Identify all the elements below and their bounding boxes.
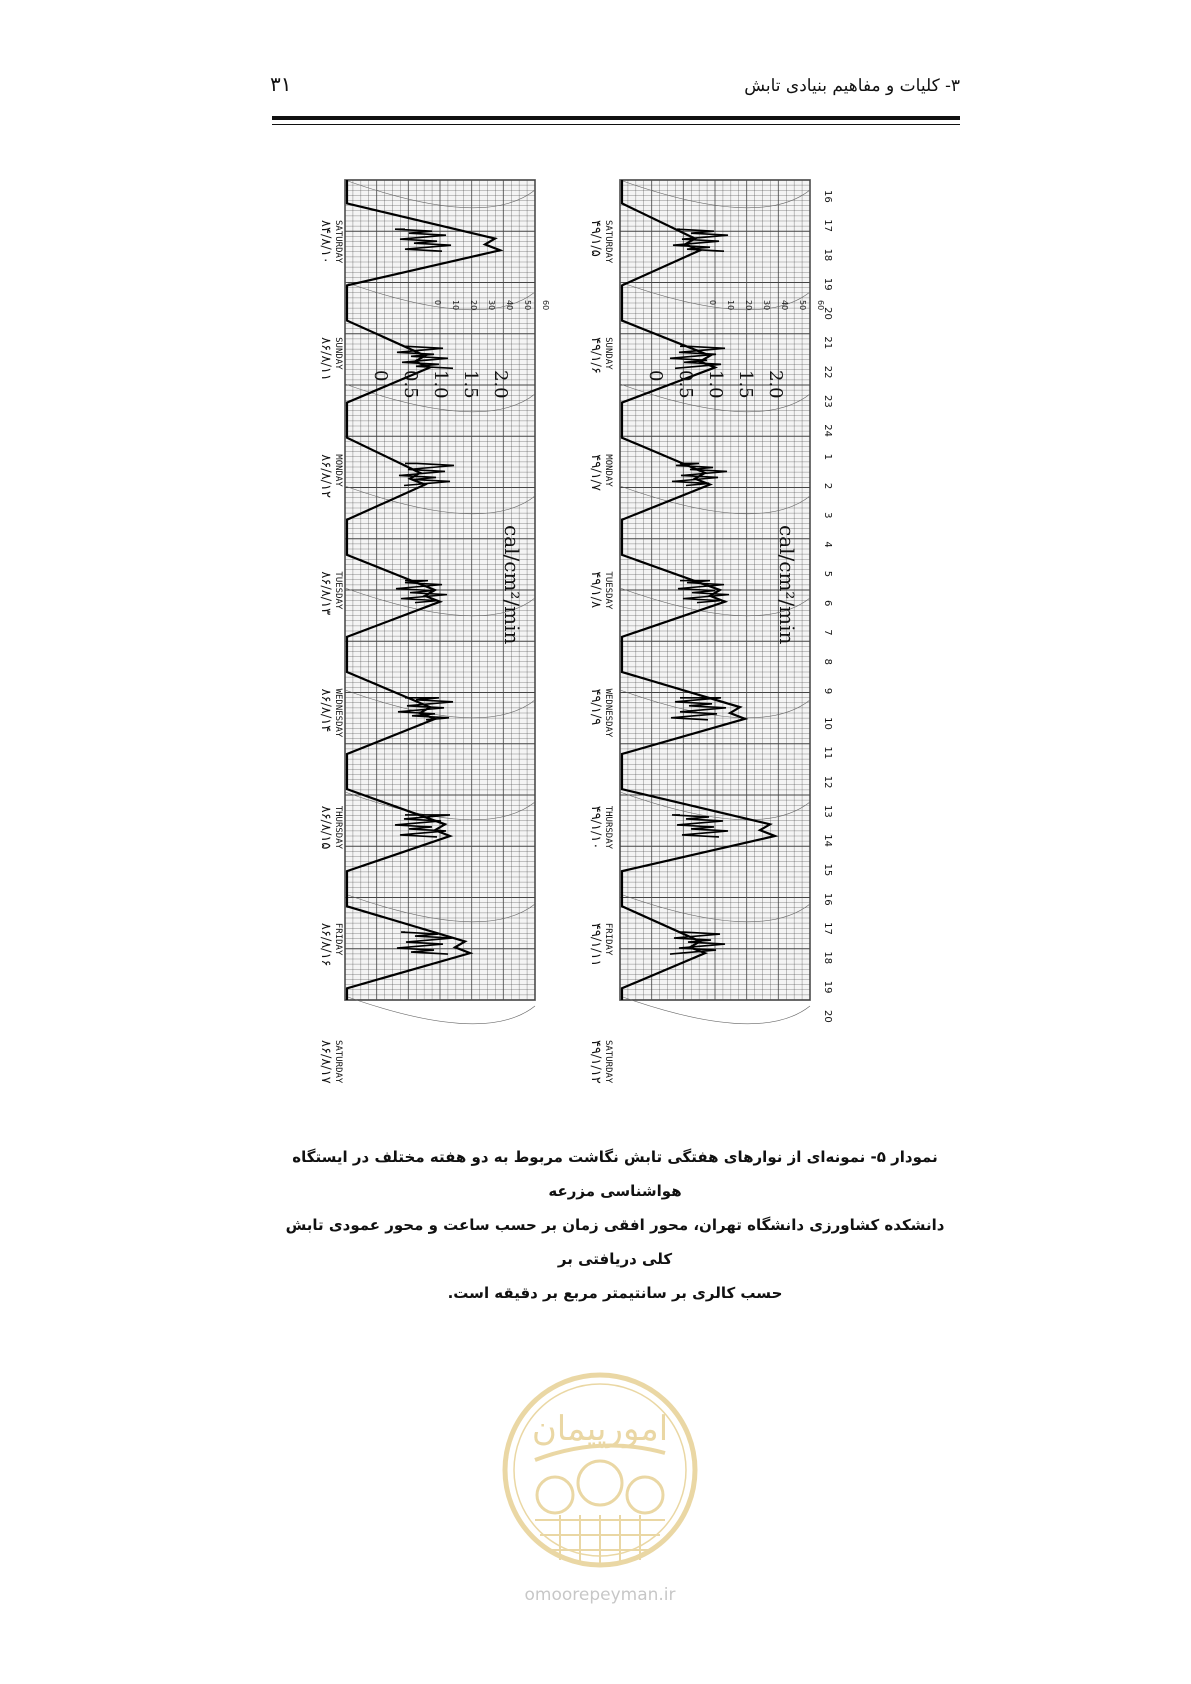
date-axis-tick: 18 — [822, 951, 833, 965]
date-axis-tick: 1 — [822, 453, 833, 460]
handwritten-label: cal/cm²/min — [500, 525, 524, 645]
date-axis-tick: 6 — [822, 600, 833, 607]
day-label: THURSDAY — [603, 805, 613, 850]
chapter-title: ۳- کلیات و مفاهیم بنیادی تابش — [744, 76, 960, 96]
figure-caption — [270, 1140, 960, 1310]
caption-line-3: حسب کالری بر سانتیمتر مربع بر دقیقه است. — [447, 1284, 783, 1302]
watermark-site-url: omoorepeyman.ir — [524, 1585, 676, 1605]
date-axis-tick: 18 — [822, 248, 833, 262]
header-rule-thin — [272, 124, 960, 125]
date-axis-tick: 2 — [822, 482, 833, 490]
radiation-chart-figure — [320, 180, 880, 1100]
date-label: ۴۹/۱/۵ — [588, 220, 603, 257]
scale-mark: 60 — [816, 300, 825, 311]
date-axis-tick: 22 — [822, 365, 833, 379]
date-axis-tick: 20 — [822, 1010, 833, 1023]
date-axis-tick: 24 — [822, 424, 833, 438]
scale-mark: 20 — [744, 300, 753, 311]
date-axis-tick: 20 — [822, 307, 833, 320]
date-label: ۸۴/۸/۱۰ — [318, 220, 333, 264]
date-axis-tick: 17 — [822, 922, 833, 935]
handwritten-label: 2.0 — [490, 370, 511, 399]
day-label: TUESDAY — [333, 571, 343, 610]
day-label: SUNDAY — [333, 337, 343, 370]
date-axis-tick: 21 — [822, 336, 833, 350]
scale-mark: 30 — [487, 300, 496, 311]
day-label: SATURDAY — [333, 1040, 343, 1084]
scale-mark: 60 — [541, 300, 550, 311]
date-axis-tick: 23 — [822, 395, 833, 408]
scale-mark: 40 — [780, 300, 789, 311]
date-axis-tick: 3 — [822, 512, 833, 519]
date-label: ۴۹/۱/۱۰ — [588, 805, 603, 850]
handwritten-label: cal/cm²/min — [775, 525, 799, 645]
strip-2 — [588, 180, 825, 1084]
caption-line-1: نمودار ۵- نمونه‌ای از نوارهای هفتگی تابش نگاشت مربوط به دو هفته مختلف در ایستگاه هواشناسی مزرعه — [292, 1148, 938, 1200]
scale-mark: 50 — [798, 300, 807, 311]
scale-mark: 30 — [762, 300, 771, 311]
handwritten-label: 1.0 — [705, 370, 726, 399]
date-axis-tick: 19 — [822, 980, 833, 994]
date-label: ۸۶/۸/۱۱ — [318, 337, 333, 381]
date-axis-tick: 13 — [822, 805, 833, 818]
day-label: MONDAY — [603, 454, 613, 487]
day-label: SATURDAY — [603, 220, 613, 264]
day-label: WEDNESDAY — [603, 688, 613, 738]
day-label: SATURDAY — [603, 1040, 613, 1084]
page-number: ۳۱ — [270, 72, 292, 96]
watermark — [500, 1365, 700, 1655]
day-label: MONDAY — [333, 454, 343, 487]
day-label: WEDNESDAY — [333, 688, 343, 738]
date-label: ۴۹/۱/۱۱ — [588, 922, 603, 967]
date-label: ۸۶/۸/۱۶ — [318, 922, 333, 967]
date-axis-tick: 11 — [822, 746, 833, 760]
date-label: ۴۹/۱/۱۲ — [588, 1040, 603, 1084]
scale-mark: 50 — [523, 300, 532, 311]
date-axis-tick: 17 — [822, 219, 833, 233]
handwritten-label: 0 — [645, 370, 666, 382]
date-axis-tick: 16 — [822, 190, 833, 203]
page-header — [270, 72, 960, 102]
day-label: TUESDAY — [603, 571, 613, 610]
date-axis-tick: 8 — [822, 658, 833, 665]
date-axis-tick: 19 — [822, 277, 833, 291]
scale-mark: 10 — [726, 300, 735, 311]
date-label: ۸۶/۸/۱۴ — [318, 688, 333, 733]
watermark-logo-text: امورپیمان — [531, 1409, 669, 1449]
date-axis — [822, 190, 833, 1023]
date-axis-tick: 10 — [822, 717, 833, 730]
handwritten-label: 0 — [370, 370, 391, 382]
scale-mark: 0 — [433, 300, 442, 306]
date-axis-tick: 12 — [822, 775, 833, 789]
scale-mark: 20 — [469, 300, 478, 311]
date-axis-tick: 15 — [822, 863, 833, 877]
handwritten-label: 0.5 — [400, 370, 421, 399]
day-label: SUNDAY — [603, 337, 613, 370]
date-label: ۴۹/۱/۶ — [588, 337, 603, 374]
date-axis-tick: 5 — [822, 570, 833, 578]
header-rule-thick — [272, 116, 960, 120]
handwritten-label: 1.0 — [430, 370, 451, 399]
date-label: ۴۹/۱/۷ — [588, 454, 603, 491]
date-axis-tick: 7 — [822, 629, 833, 636]
day-label: THURSDAY — [333, 805, 343, 850]
handwritten-label: 2.0 — [765, 370, 786, 399]
date-label: ۸۶/۸/۱۵ — [318, 805, 333, 850]
date-label: ۴۹/۱/۹ — [588, 688, 603, 726]
day-label: SATURDAY — [333, 220, 343, 264]
day-label: FRIDAY — [603, 922, 613, 956]
date-axis-tick: 14 — [822, 834, 833, 848]
date-label: ۴۹/۱/۸ — [588, 571, 603, 609]
date-axis-tick: 4 — [822, 541, 833, 548]
date-axis-tick: 16 — [822, 892, 833, 906]
scale-mark: 40 — [505, 300, 514, 311]
handwritten-label: 1.5 — [460, 370, 481, 399]
date-axis-tick: 9 — [822, 687, 833, 695]
watermark-logo — [500, 1365, 700, 1580]
handwritten-label: 0.5 — [675, 370, 696, 399]
scale-mark: 0 — [708, 300, 717, 306]
date-label: ۸۶/۸/۱۷ — [318, 1040, 333, 1084]
pyranograph-strips — [320, 180, 880, 1100]
date-label: ۸۶/۸/۱۲ — [318, 454, 333, 498]
date-label: ۸۶/۸/۱۳ — [318, 571, 333, 616]
scale-mark: 10 — [451, 300, 460, 311]
strip-1 — [318, 180, 550, 1084]
day-label: FRIDAY — [333, 922, 343, 956]
caption-line-2: دانشکده کشاورزی دانشگاه تهران، محور افقی زمان بر حسب ساعت و محور عمودی تابش کلی دریافتی بر — [285, 1216, 945, 1268]
handwritten-label: 1.5 — [735, 370, 756, 399]
